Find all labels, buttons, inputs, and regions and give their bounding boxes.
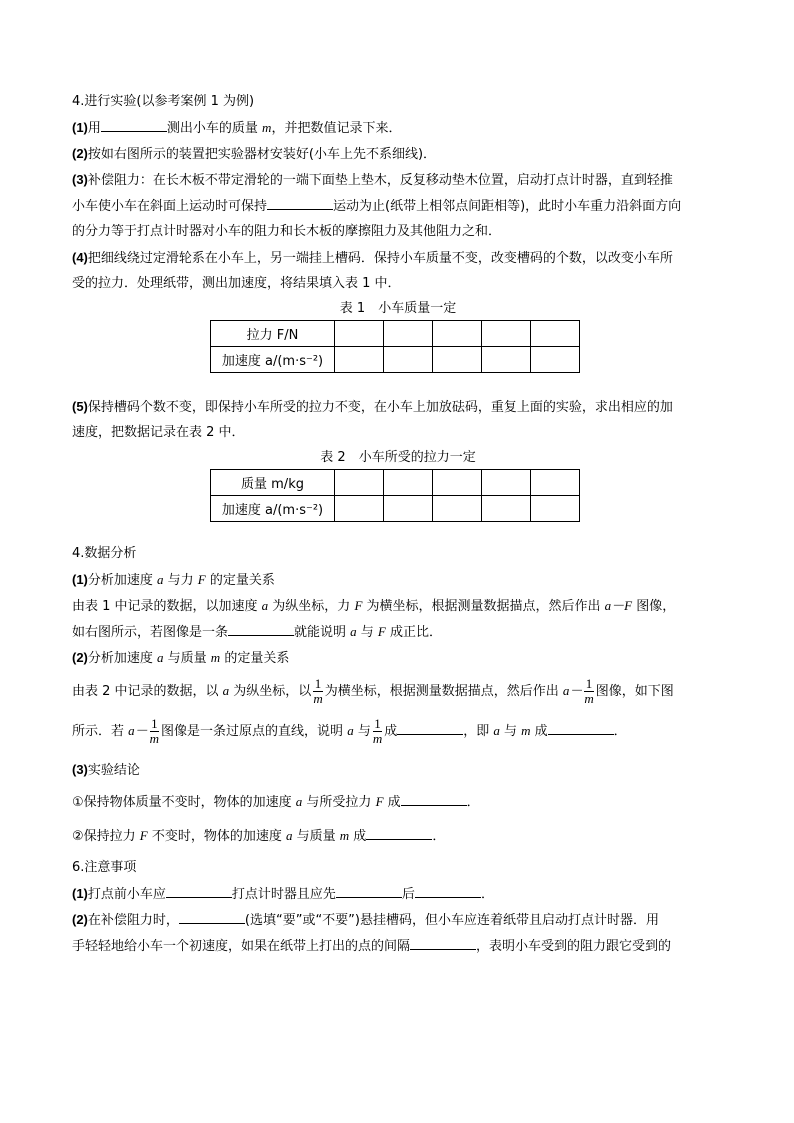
table-cell[interactable] xyxy=(482,470,531,496)
section-heading-analysis: 4.数据分析 xyxy=(72,546,137,561)
step-4-line-2: 受的拉力．处理纸带，测出加速度，将结果填入表 1 中． xyxy=(72,276,401,291)
fill-blank[interactable] xyxy=(166,884,232,898)
row-label-acceleration: 加速度 a/(m·s⁻²) xyxy=(211,496,335,522)
step-3-line-2: 小车使小车在斜面上运动时可保持 运动为止(纸带上相邻点间距相等)，此时小车重力沿斜面方向 xyxy=(72,196,724,216)
row-label-acceleration: 加速度 a/(m·s⁻²) xyxy=(211,347,335,373)
step-number: (1) xyxy=(72,120,88,135)
table-cell[interactable] xyxy=(384,347,433,373)
table-1-caption: 表 1 小车质量一定 xyxy=(339,301,457,316)
conclusion-2: ②保持拉力 F 不变时，物体的加速度 a 与质量 m 成 ． xyxy=(72,828,446,844)
step-1: (1)用 测出小车的质量 m，并把数值记录下来． xyxy=(72,120,402,136)
fill-blank[interactable] xyxy=(366,826,432,840)
step-number: (2) xyxy=(72,912,88,927)
step-number: (4) xyxy=(72,250,88,265)
table-row xyxy=(211,321,580,347)
analysis-3: (3)实验结论 xyxy=(72,762,140,778)
table-row xyxy=(211,347,580,373)
table-cell[interactable] xyxy=(433,470,482,496)
step-number: (1) xyxy=(72,572,88,587)
step-number: (1) xyxy=(72,886,88,901)
step-5: (5)保持槽码个数不变，即保持小车所受的拉力不变，在小车上加放砝码，重复上面的实验，求出相应的加 xyxy=(72,399,673,415)
table-cell[interactable] xyxy=(482,347,531,373)
fraction-one-over-m: $\frac{1}{m}$ xyxy=(313,676,323,706)
table-row xyxy=(211,470,580,496)
step-5-line-2: 速度，把数据记录在表 2 中． xyxy=(72,425,245,440)
fill-blank[interactable] xyxy=(101,118,167,132)
table-1 xyxy=(210,320,580,373)
table-row xyxy=(211,496,580,522)
step-number: (3) xyxy=(72,762,88,777)
analysis-2-line-1: 由表 2 中记录的数据，以 a 为纵坐标，以 $\frac{1}{m}$ 为横坐标，根据测量数据描点，然后作出 a－ $\frac{1}{m}$ 图像，如下图 xyxy=(72,676,674,706)
table-cell[interactable] xyxy=(433,347,482,373)
analysis-1: (1)分析加速度 a 与力 F 的定量关系 xyxy=(72,572,275,588)
table-cell[interactable] xyxy=(384,321,433,347)
table-cell[interactable] xyxy=(482,496,531,522)
fill-blank[interactable] xyxy=(415,884,481,898)
table-2-caption: 表 2 小车所受的拉力一定 xyxy=(320,450,476,465)
section-heading-experiment: 4.进行实验(以参考案例 1 为例) xyxy=(72,94,255,109)
fill-blank[interactable] xyxy=(179,910,245,924)
analysis-2-line-2: 所示．若 a－ $\frac{1}{m}$ 图像是一条过原点的直线，说明 a 与 $\frac{1}{m}$ 成 ，即 a 与 m 成 ． xyxy=(72,716,627,746)
step-3-line-3: 的分力等于打点计时器对小车的阻力和长木板的摩擦阻力及其他阻力之和． xyxy=(72,224,502,239)
table-2 xyxy=(210,469,580,522)
table-cell[interactable] xyxy=(433,321,482,347)
table-cell[interactable] xyxy=(335,470,384,496)
table-cell[interactable] xyxy=(335,321,384,347)
fraction-one-over-m: $\frac{1}{m}$ xyxy=(372,716,383,746)
table-cell[interactable] xyxy=(433,496,482,522)
step-number: (2) xyxy=(72,146,88,161)
analysis-2: (2)分析加速度 a 与质量 m 的定量关系 xyxy=(72,650,290,666)
fill-blank[interactable] xyxy=(401,792,467,806)
step-number: (2) xyxy=(72,650,88,665)
note-2: (2)在补偿阻力时， (选填“要”或“不要”)悬挂槽码，但小车应连着纸带且启动打点计时器．用 xyxy=(72,912,659,928)
note-1: (1)打点前小车应 打点计时器且应先 后 ． xyxy=(72,886,494,902)
row-label-mass: 质量 m/kg xyxy=(211,470,335,496)
step-number: (3) xyxy=(72,172,88,187)
section-heading-notes: 6.注意事项 xyxy=(72,860,137,875)
analysis-1-line-1: 由表 1 中记录的数据，以加速度 a 为纵坐标，力 F 为横坐标，根据测量数据描点，然后作出 a－F 图像， xyxy=(72,598,676,614)
fill-blank[interactable] xyxy=(336,884,402,898)
table-cell[interactable] xyxy=(531,347,580,373)
table-cell[interactable] xyxy=(384,470,433,496)
fraction-one-over-m: $\frac{1}{m}$ xyxy=(584,676,594,706)
fraction-one-over-m: $\frac{1}{m}$ xyxy=(149,716,160,746)
fill-blank[interactable] xyxy=(267,196,333,210)
table-cell[interactable] xyxy=(531,321,580,347)
step-number: (5) xyxy=(72,399,88,414)
analysis-1-line-2: 如右图所示，若图像是一条 就能说明 a 与 F 成正比． xyxy=(72,624,443,640)
row-label-force: 拉力 F/N xyxy=(211,321,335,347)
table-cell[interactable] xyxy=(335,347,384,373)
step-3: (3)补偿阻力：在长木板不带定滑轮的一端下面垫上垫木，反复移动垫木位置，启动打点计时器，直到轻推 xyxy=(72,172,673,188)
conclusion-1: ①保持物体质量不变时，物体的加速度 a 与所受拉力 F 成 ． xyxy=(72,794,480,810)
table-cell[interactable] xyxy=(384,496,433,522)
document-page xyxy=(72,92,724,956)
step-4: (4)把细线绕过定滑轮系在小车上，另一端挂上槽码．保持小车质量不变，改变槽码的个数，以改变小车所 xyxy=(72,250,673,266)
fill-blank[interactable] xyxy=(410,936,476,950)
fill-blank[interactable] xyxy=(228,622,294,636)
table-cell[interactable] xyxy=(335,496,384,522)
note-2-line-2: 手轻轻地给小车一个初速度，如果在纸带上打出的点的间隔 ，表明小车受到的阻力跟它受到的 xyxy=(72,936,724,956)
table-cell[interactable] xyxy=(531,470,580,496)
fill-blank[interactable] xyxy=(397,721,463,735)
fill-blank[interactable] xyxy=(548,721,614,735)
table-cell[interactable] xyxy=(482,321,531,347)
table-cell[interactable] xyxy=(531,496,580,522)
step-2: (2)按如右图所示的装置把实验器材安装好(小车上先不系细线)． xyxy=(72,146,437,162)
